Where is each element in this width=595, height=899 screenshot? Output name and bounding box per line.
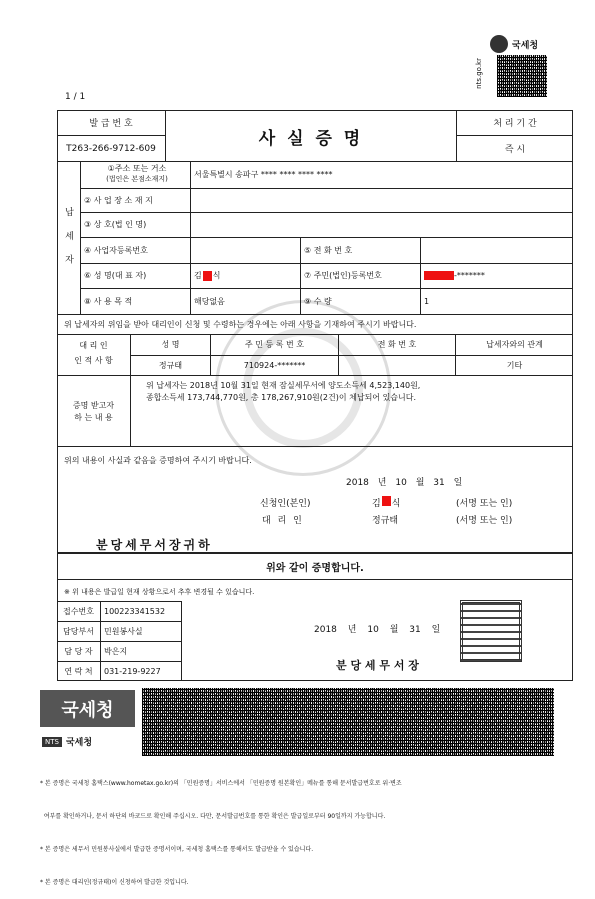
quantity-value: 1 xyxy=(424,297,430,306)
footer-logo-small xyxy=(42,735,92,748)
purpose-label: ⑧ 사 용 목 적 xyxy=(84,297,133,306)
content-text-1: 위 납세자는 2018년 10월 31일 현재 잠실세무서에 양도소득세 4,523,140원, xyxy=(146,381,421,390)
side-url: nts.go.kr xyxy=(475,58,483,89)
name-value: 김 식 xyxy=(194,271,221,280)
name-redaction xyxy=(203,271,212,281)
company-name-value xyxy=(194,212,494,237)
footer-badge: NTS xyxy=(42,737,62,747)
resident-no-label: ⑦ 주민(법인)등록번호 xyxy=(304,271,382,280)
address-value: 서울특별시 송파구 **** **** **** **** xyxy=(194,170,333,179)
agent-phone xyxy=(339,355,455,376)
name-label: ⑥ 성 명(대 표 자) xyxy=(84,271,147,280)
applicant-signature-name: 김 식 xyxy=(372,496,400,509)
agent-header-phone: 전 화 번 호 xyxy=(377,340,417,349)
content-text-2: 종합소득세 173,744,770원, 총 178,267,910원(2건)이 체납되어 있습니다. xyxy=(146,393,417,402)
resident-no-redaction xyxy=(424,271,454,280)
phone-value xyxy=(424,237,569,263)
content-label: 증명 받고자 하 는 내 용 xyxy=(72,401,115,422)
official-seal xyxy=(460,600,522,662)
issuing-office: 분 당 세 무 서 장 xyxy=(336,659,419,672)
agent-name: 정규태 xyxy=(158,361,183,370)
department-label: 담당부서 xyxy=(63,626,94,636)
confirm-text: 위와 같이 증명합니다. xyxy=(266,562,364,574)
address-label: ①주소 또는 거소 (법인은 본점소재지) xyxy=(106,164,168,183)
document-title: 사 실 증 명 xyxy=(258,128,364,149)
signature-redaction xyxy=(382,496,391,506)
nts-logo xyxy=(490,35,508,53)
declaration-text: 위의 내용이 사실과 같음을 증명하여 주시기 바랍니다. xyxy=(64,456,252,465)
officer-label: 담 당 자 xyxy=(64,646,93,656)
footer-brand-small: 국세청 xyxy=(65,738,93,748)
applicant-sign-hint: (서명 또는 인) xyxy=(456,499,513,509)
resident-no-value: -******* xyxy=(424,263,569,288)
phone-label: ⑤ 전 화 번 호 xyxy=(304,245,353,255)
applicant-signature-label: 신청인(본인) xyxy=(260,499,311,509)
purpose-value: 해당없음 xyxy=(194,297,225,306)
agent-notice: 위 납세자의 위임을 받아 대리인이 신청 및 수령하는 경우에는 아래 사항을 기재하여 주시기 바랍니다. xyxy=(64,319,417,329)
quantity-label: ⑨ 수 량 xyxy=(304,297,332,306)
agent-header-relation: 납세자와의 관계 xyxy=(486,340,543,349)
footer-notes: * 본 증명은 국세청 홈택스(www.hometax.go.kr)의 「민원증명」서비스에서 「민원증명 원본확인」메뉴를 통해 문서발급번호로 위·변조 여부를 확인하거나, 문서 하단의 바코드로 확인해 주십시오. 다만, 문서발급번호를 통한 확인은 발급일로부터 90일까지 가능합니다. * 본 증명은 세무서 민원봉사실에서 발급한 증명서이며, 국세청 홈택스를 통해서도 발급받을 수 있습니다. * 본 증명은 대리인(정규태)이 신청하여 발급한 것입니다. xyxy=(40,780,402,886)
process-period-value: 즉 시 xyxy=(504,145,526,155)
process-period-label: 처 리 기 간 xyxy=(493,119,537,129)
department-value: 민원봉사실 xyxy=(104,626,143,636)
contact-value: 031-219-9227 xyxy=(104,666,161,676)
declaration-date: 2018 년 10 월 31 일 xyxy=(346,478,463,488)
page-count: 1 / 1 xyxy=(65,92,86,102)
office-addressee: 분당세무서장귀하 xyxy=(96,538,213,552)
receipt-no-value: 100223341532 xyxy=(104,606,166,616)
issue-no: T263-266-9712-609 xyxy=(66,143,156,154)
agent-relation: 기타 xyxy=(506,361,523,370)
applicant-side-label: 납 세 자 xyxy=(63,206,73,270)
qr-code xyxy=(497,55,547,97)
receipt-no-label: 접수번호 xyxy=(63,606,94,616)
header-logo-text: 국세청 xyxy=(512,41,539,51)
officer-value: 박은지 xyxy=(104,646,128,656)
agent-side-label: 대 리 인 인 적 사 항 xyxy=(74,341,113,365)
agent-id: 710924-******* xyxy=(243,361,306,370)
company-name-label: ③ 상 호(법 인 명) xyxy=(84,220,147,229)
footer-logo-large: 국세청 xyxy=(40,690,135,727)
business-reg-no-value xyxy=(194,237,294,263)
business-address-label: ② 사 업 장 소 재 지 xyxy=(84,195,153,205)
footer-barcode xyxy=(142,688,554,756)
contact-label: 연 락 처 xyxy=(64,666,93,676)
agent-signature-name: 정규태 xyxy=(372,516,399,526)
agent-header-name: 성 명 xyxy=(161,340,180,349)
issuance-note: ※ 위 내용은 발급일 현재 상황으로서 추후 변경될 수 있습니다. xyxy=(64,588,255,596)
business-address-value xyxy=(194,188,494,212)
agent-sign-hint: (서명 또는 인) xyxy=(456,516,513,526)
business-reg-no-label: ④ 사업자등록번호 xyxy=(84,245,148,255)
issuance-date: 2018 년 10 월 31 일 xyxy=(314,625,441,635)
agent-header-id: 주 민 등 록 번 호 xyxy=(244,340,305,349)
agent-signature-label: 대 리 인 xyxy=(262,516,304,526)
issue-no-label: 발 급 번 호 xyxy=(89,119,133,129)
